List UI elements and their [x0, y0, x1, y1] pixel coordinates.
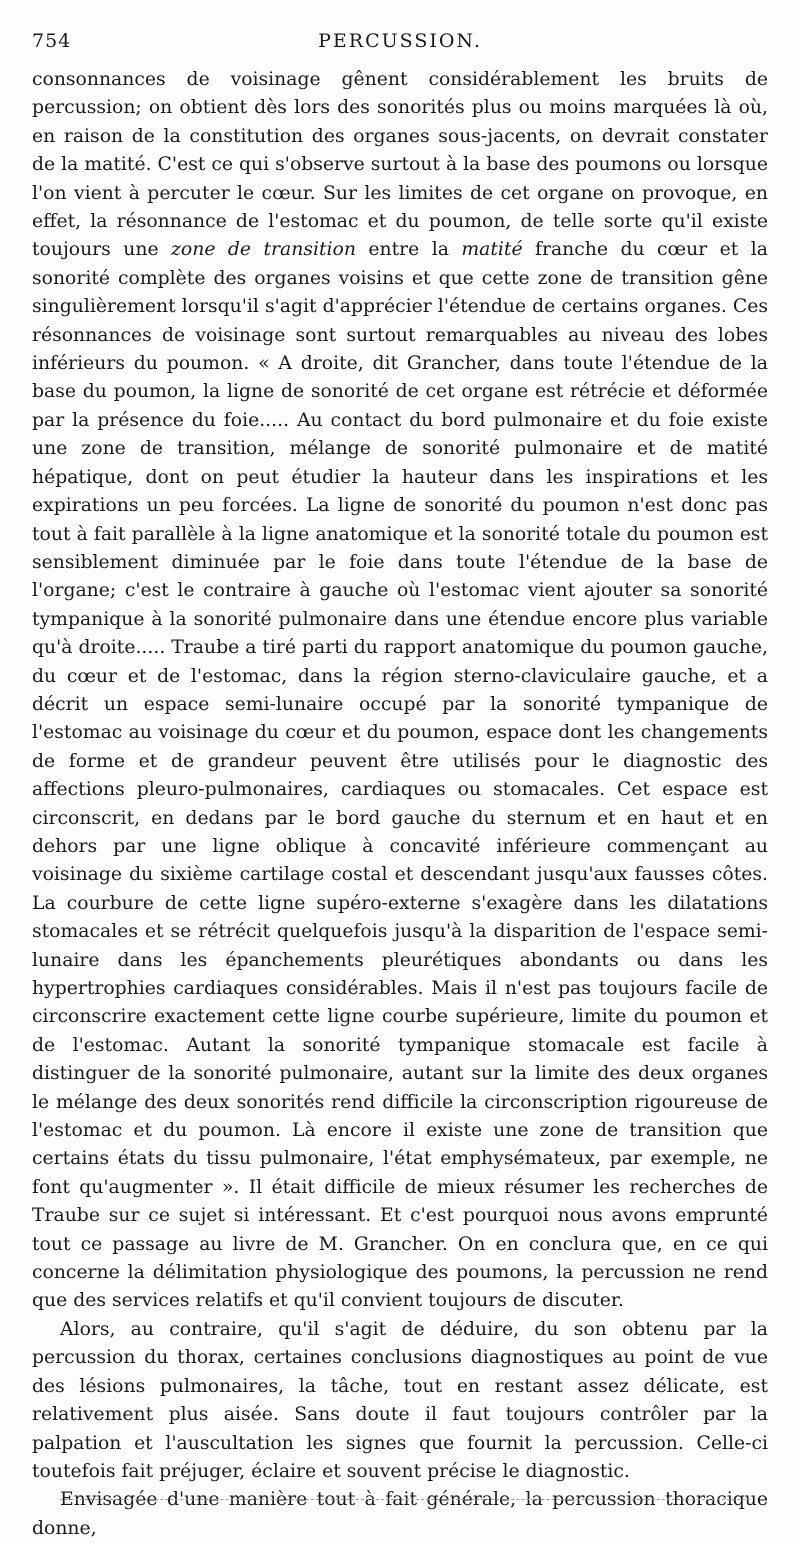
paragraph-2: Alors, au contraire, qu'il s'agit de déduire, du son obtenu par la percussion du thorax, certaines conclusions diagnostiques au point de vue des lésions pulmonaires, la tâche, tout en restant assez délicate, est relativement plus aisée. Sans doute il faut toujours contrôler par la palpation et l'auscultation les signes que fournit la percussion. Celle-ci toutefois fait préjuger, éclaire et souvent précise le diagnostic.: [32, 1318, 768, 1482]
page-header: [32, 30, 768, 66]
body-text: [32, 66, 768, 1543]
footer-dotted-rule: [60, 1499, 750, 1500]
paragraph-3: Envisagée d'une manière tout à fait générale, la percussion thoracique donne,: [32, 1489, 768, 1539]
emphasis-matite: matité: [461, 239, 523, 261]
page-number: 754: [32, 30, 72, 52]
running-title: PERCUSSION.: [318, 30, 482, 52]
paragraph-1: [32, 66, 768, 1316]
paragraph-1-part-3: franche du cœur et la sonorité complète des organes voisins et que cette zone de transition gêne singulièrement lorsqu'il s'agit d'apprécier l'étendue de certains organes. Ces résonnances de voisinage sont surtout remarquables au niveau des lobes inférieurs du poumon. « A droite, dit Grancher, dans toute l'étendue de la base du poumon, la ligne de sonorité de cet organe est rétrécie et déformée par la présence du foie..... Au contact du bord pulmonaire et du foie existe une zone de transition, mélange de sonorité pulmonaire et de matité hépatique, dont on peut étudier la hauteur dans les inspirations et les expirations un peu forcées. La ligne de sonorité du poumon n'est donc pas tout à fait parallèle à la ligne anatomique et la sonorité totale du poumon est sensiblement diminuée par le foie dans toute l'étendue de la base de l'organe; c'est le contraire à gauche où l'estomac vient ajouter sa sonorité tympanique à la sonorité pulmonaire dans une étendue encore plus variable qu'à droite..... Traube a tiré parti du rapport anatomique du poumon gauche, du cœur et de l'estomac, dans la région sterno-claviculaire gauche, et a décrit un espace semi-lunaire occupé par la sonorité tympanique de l'estomac au voisinage du cœur et du poumon, espace dont les changements de forme et de grandeur peuvent être utilisés pour le diagnostic des affections pleuro-pulmonaires, cardiaques ou stomacales. Cet espace est circonscrit, en dedans par le bord gauche du sternum et en haut et en dehors par une ligne oblique à concavité inférieure commençant au voisinage du sixième cartilage costal et descendant jusqu'aux fausses côtes. La courbure de cette ligne supéro-externe s'exagère dans les dilatations stomacales et se rétrécit quelquefois jusqu'à la disparition de l'espace semi-lunaire dans les épanchements pleurétiques abondants ou dans les hypertrophies cardiaques considérables. Mais il n'est pas toujours facile de circonscrire exactement cette ligne courbe supérieure, limite du poumon et de l'estomac. Autant la sonorité tympanique stomacale est facile à distinguer de la sonorité pulmonaire, autant sur la limite des deux organes le mélange des deux sonorités rend difficile la circonscription rigoureuse de l'estomac et du poumon. Là encore il existe une zone de transition que certains états du tissu pulmonaire, l'état emphysémateux, par exemple, ne font qu'augmenter ». Il était difficile de mieux résumer les recherches de Traube sur ce sujet si intéressant. Et c'est pourquoi nous avons emprunté tout ce passage au livre de M. Grancher. On en conclura que, en ce qui concerne la délimitation physiologique des poumons, la percussion ne rend que des services relatifs et qu'il convient toujours de discuter.: [32, 239, 768, 1312]
book-page: [32, 30, 768, 1543]
paragraph-1-part-1: consonnances de voisinage gênent considérablement les bruits de percussion; on obtient dès lors des sonorités plus ou moins marquées là où, en raison de la constitution des organes sous-jacents, on devrait constater de la matité. C'est ce qui s'observe surtout à la base des poumons ou lorsque l'on vient à percuter le cœur. Sur les limites de cet organe on provoque, en effet, la résonnance de l'estomac et du poumon, de telle sorte qu'il existe toujours une: [32, 69, 768, 261]
emphasis-zone-de-transition: zone de transition: [171, 239, 356, 261]
paragraph-1-part-2: entre la: [355, 239, 462, 261]
